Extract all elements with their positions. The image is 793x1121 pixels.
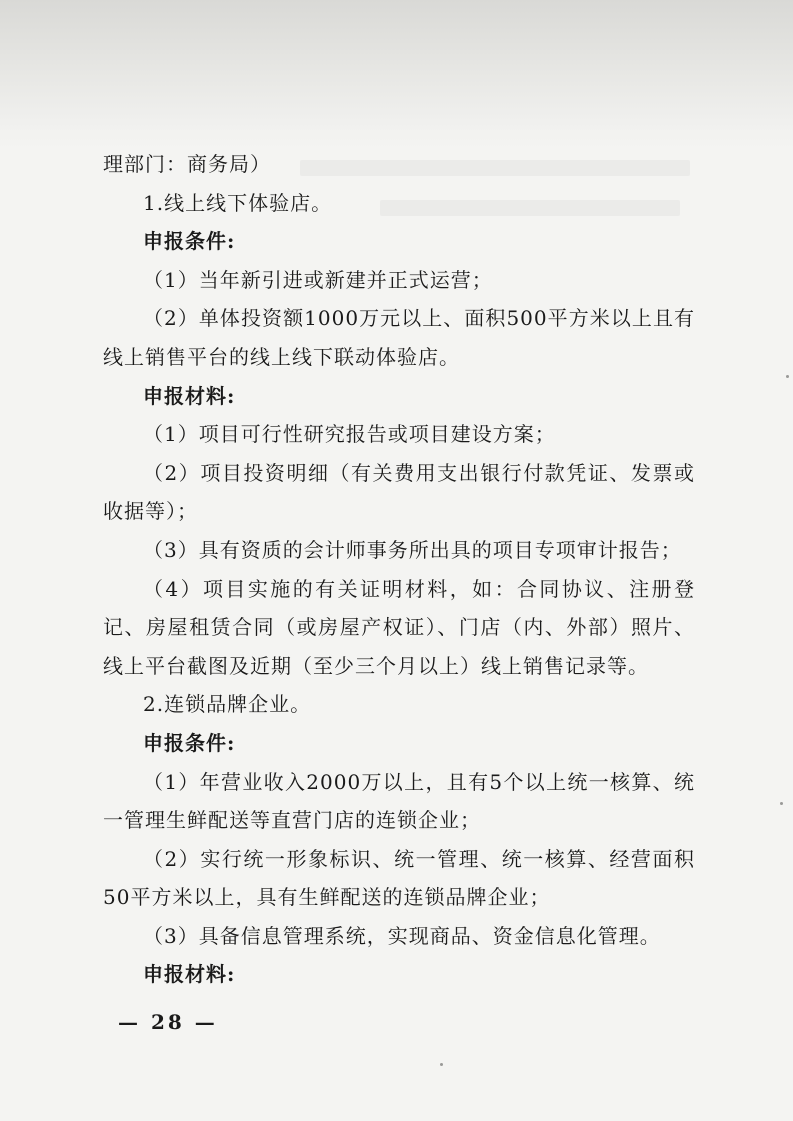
materials-heading-1: 申报材料: <box>143 383 236 408</box>
material-1-3: （3）具有资质的会计师事务所出具的项目专项审计报告； <box>143 537 682 562</box>
conditions-heading-1: 申报条件: <box>143 229 236 254</box>
condition-2-1: （1）年营业收入2000万以上，且有5个以上统一核算、统一管理生鲜配送等直营门店的连锁企业； <box>103 769 695 833</box>
condition-1-2: （2）单体投资额1000万元以上、面积500平方米以上且有线上销售平台的线上线下联动体验店。 <box>103 306 695 369</box>
material-1-4: （4）项目实施的有关证明材料，如：合同协议、注册登记、房屋租赁合同（或房屋产权证）、门店（内、外部）照片、线上平台截图及近期（至少三个月以上）线上销售记录等。 <box>103 576 695 678</box>
material-1-1: （1）项目可行性研究报告或项目建设方案； <box>143 422 556 447</box>
section-2-title: 2.连锁品牌企业。 <box>143 692 312 717</box>
conditions-heading-2: 申报条件: <box>143 730 236 755</box>
document-body <box>103 145 695 994</box>
scan-speck <box>786 375 789 378</box>
paragraph-0: 理部门：商务局） <box>103 152 271 176</box>
condition-2-3: （3）具备信息管理系统，实现商品、资金信息化管理。 <box>143 923 661 948</box>
condition-1-1: （1）当年新引进或新建并正式运营； <box>143 267 493 292</box>
scan-speck <box>780 802 783 805</box>
material-1-2: （2）项目投资明细（有关费用支出银行付款凭证、发票或收据等）； <box>103 460 695 524</box>
condition-2-2: （2）实行统一形象标识、统一管理、统一核算、经营面积50平方米以上，具有生鲜配送的连锁品牌企业； <box>103 846 695 910</box>
section-1-title: 1.线上线下体验店。 <box>143 190 333 215</box>
scan-shadow <box>0 0 793 150</box>
scan-speck <box>440 1063 443 1066</box>
page-number: — 28 — <box>118 1010 218 1034</box>
materials-heading-2: 申报材料: <box>143 962 236 987</box>
